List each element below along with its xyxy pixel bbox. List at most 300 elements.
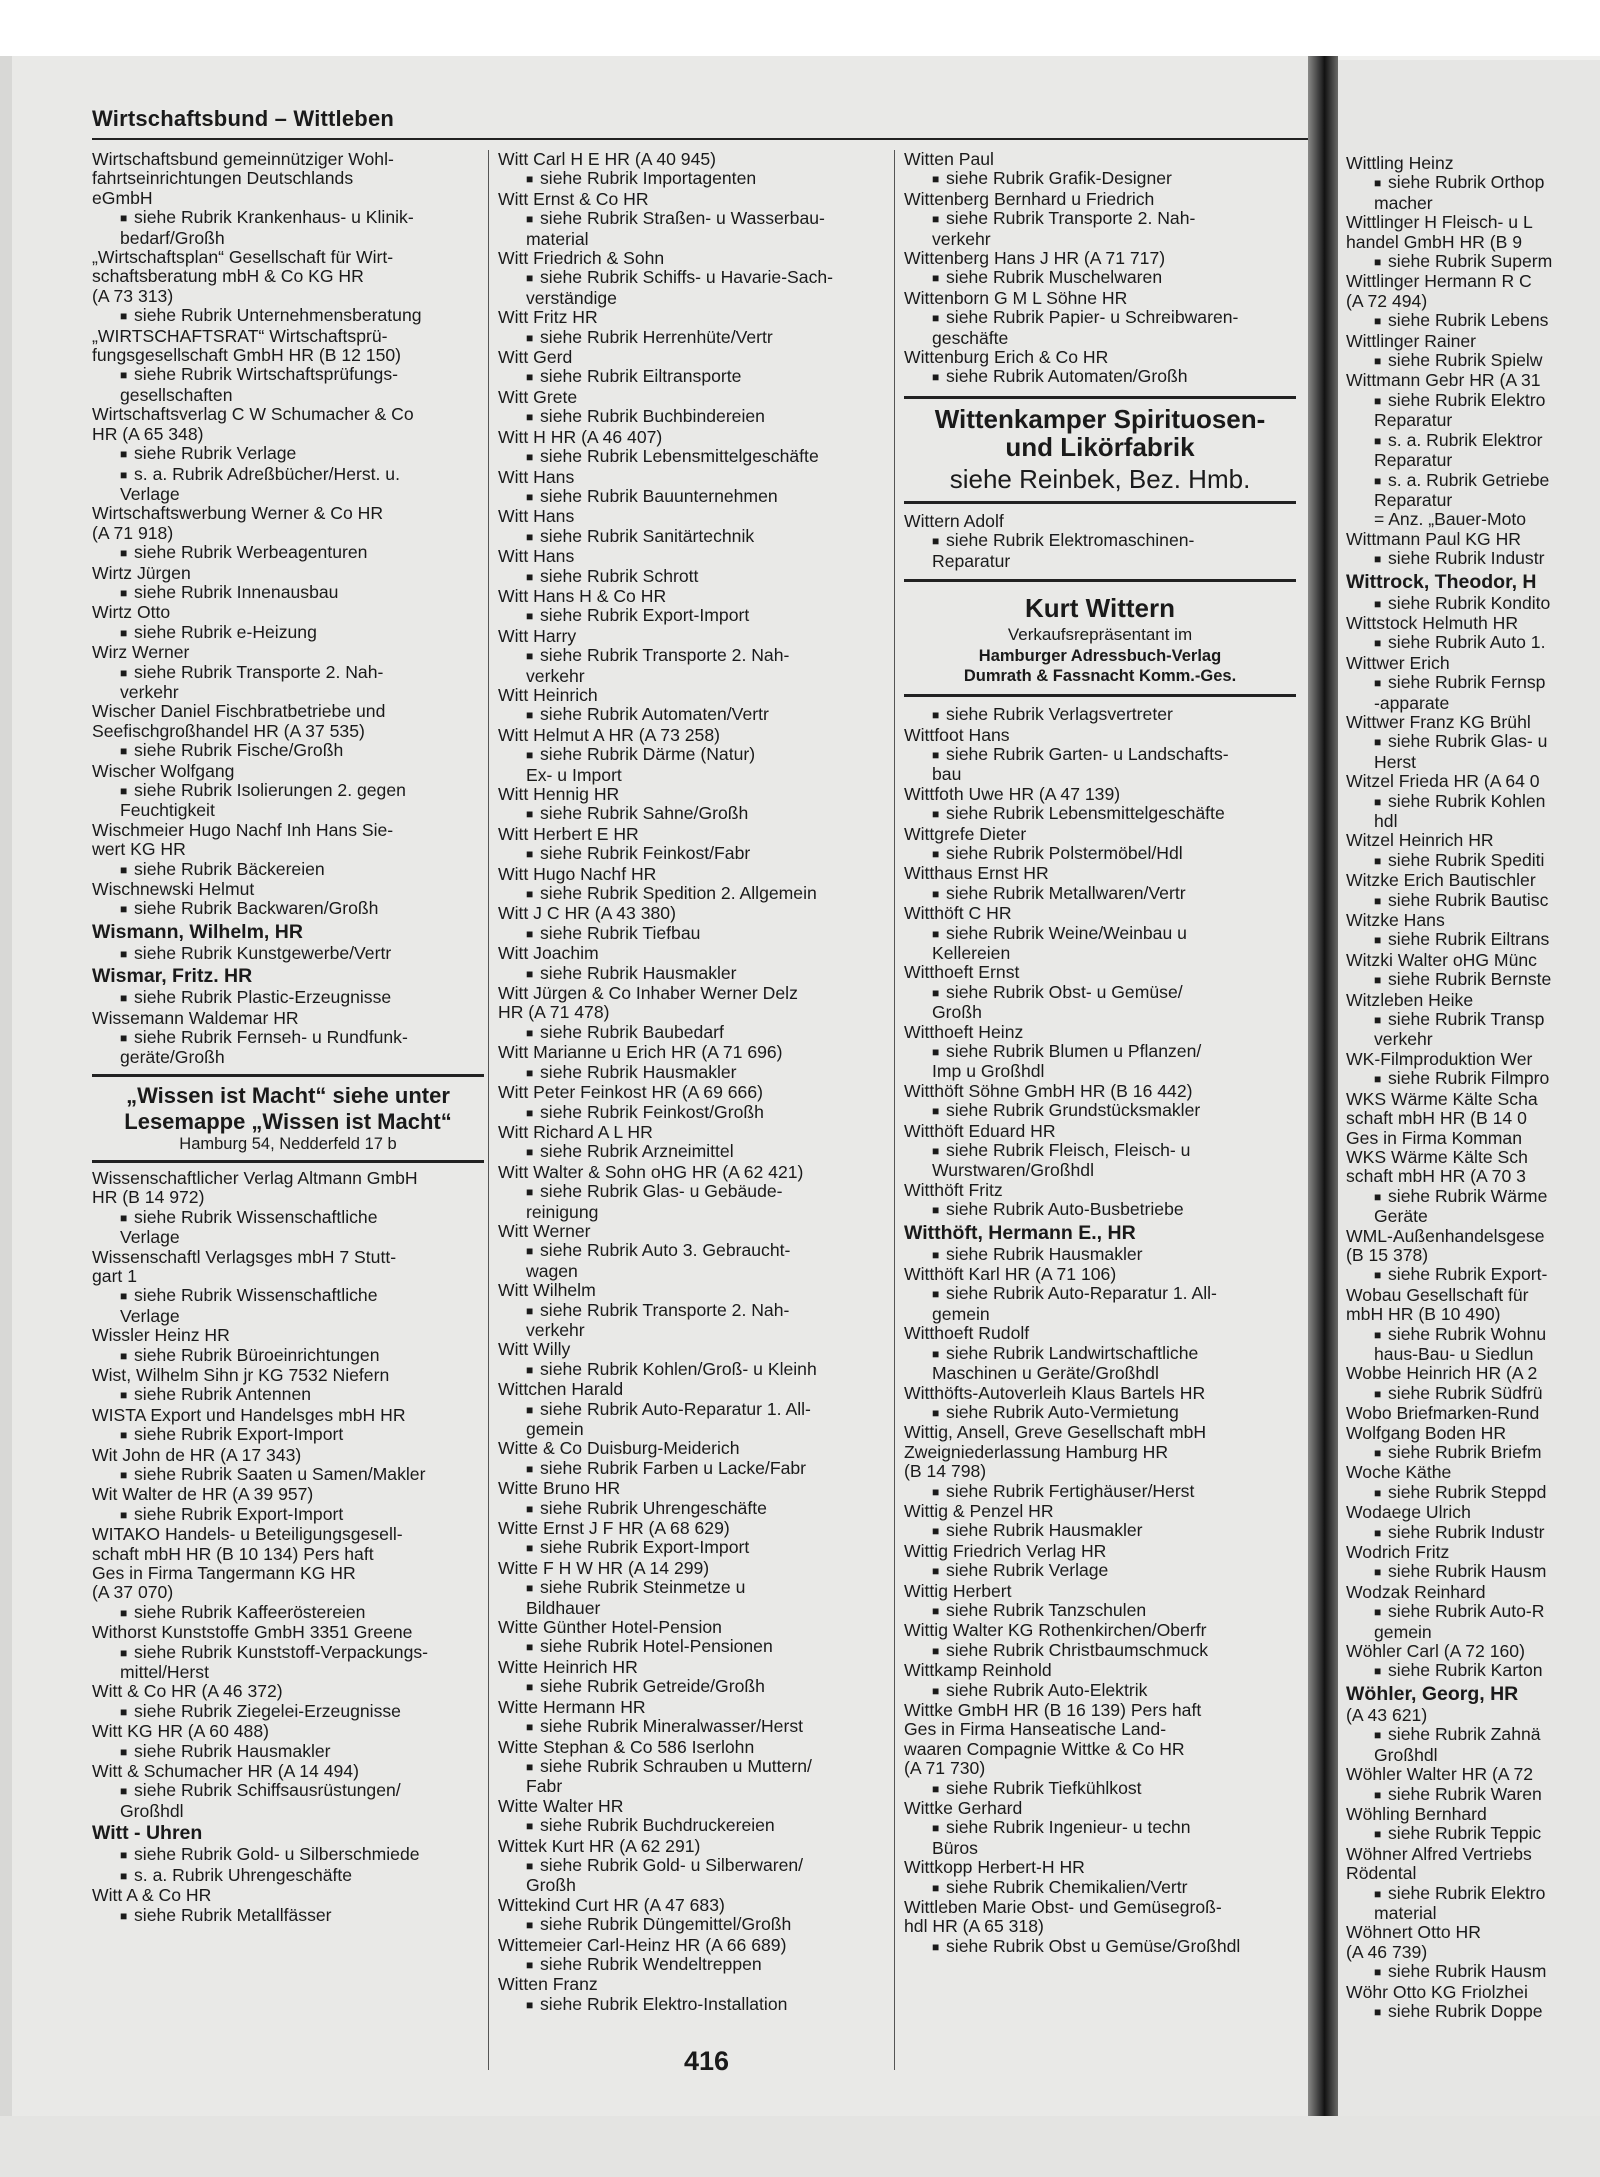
bullet-icon: ■ [526,708,534,723]
directory-entry: Witt Peter Feinkost HR (A 69 666) [498,1082,763,1103]
rubric-text: siehe Rubrik Export-Import [134,1503,344,1524]
bullet-icon: ■ [526,609,534,624]
rubric-reference [904,1601,1296,1621]
bullet-icon: ■ [1374,473,1382,488]
rubric-continuation: Herst [1374,751,1417,772]
rubric-continuation: Verlage [120,1305,180,1326]
bullet-icon: ■ [120,1908,128,1923]
rubric-continuation: haus-Bau- u Siedlun [1374,1343,1534,1364]
rubric-continuation: geräte/Großh [120,1047,225,1068]
rubric-text: siehe Rubrik Arzneimittel [540,1141,734,1162]
directory-entry: Witt Hugo Nachf HR [498,863,657,884]
directory-entry: Wittling Heinz [1346,154,1454,173]
directory-entry: Wittkamp Reinhold [904,1660,1052,1681]
rubric-reference [1346,851,1600,871]
rubric-reference [904,1042,1296,1062]
directory-entry: Witthoeft Ernst [904,962,1020,983]
rubric-text: siehe Rubrik Metallfässer [134,1904,332,1925]
directory-entry: WITAKO Handels- u Beteiligungsgesell- [92,1524,403,1545]
directory-entry: Witte F H W HR (A 14 299) [498,1557,710,1578]
directory-entry: Witt Hans H & Co HR [498,585,667,606]
directory-entry: Witt J C HR (A 43 380) [498,903,676,924]
rubric-text: siehe Rubrik Lebensmittelgeschäfte [540,446,819,467]
rubric-reference [1346,891,1600,911]
bullet-icon: ■ [932,1045,940,1059]
directory-entry: Wirtschaftsbund gemeinnütziger Wohl- [92,150,394,169]
directory-entry: Wittchen Harald [498,1379,624,1400]
bullet-icon: ■ [932,1683,940,1698]
directory-entry: Wirtz Jürgen [92,562,191,583]
directory-entry: Wodrich Fritz [1346,1542,1450,1563]
rubric-reference [498,1142,890,1162]
rubric-text: siehe Rubrik Spediti [1388,849,1545,870]
directory-entry: Witt Werner [498,1220,591,1241]
rubric-reference [498,606,890,626]
bullet-icon: ■ [932,985,940,1000]
rubric-reference [904,1641,1296,1661]
rubric-text: siehe Rubrik Hausmakler [946,1520,1143,1541]
bullet-icon: ■ [120,1605,128,1620]
directory-entry: Wittig Walter KG Rothenkirchen/Oberfr [904,1620,1207,1641]
entry-continuation: wert KG HR [92,839,186,860]
bullet-icon: ■ [932,370,940,385]
rubric-continuation: Reparatur [1374,489,1453,510]
rubric-reference [904,531,1296,551]
directory-entry: Witte Bruno HR [498,1478,621,1499]
directory-entry: Witthaus Ernst HR [904,863,1049,884]
rubric-reference [904,1344,1296,1364]
rubric-reference [92,1906,484,1926]
directory-entry: Witt H HR (A 46 407) [498,426,663,447]
rubric-reference [1346,1785,1600,1805]
rubric-reference [1346,549,1600,569]
bullet-icon: ■ [120,1289,128,1304]
rubric-reference [1346,1265,1600,1285]
bullet-icon: ■ [120,447,128,462]
rubric-text: siehe Rubrik Grafik-Designer [946,168,1172,189]
bullet-icon: ■ [120,744,128,759]
bullet-icon: ■ [526,1720,534,1735]
directory-entry: Wittmann Gebr HR (A 31 [1346,370,1541,391]
rubric-text: siehe Rubrik Auto-Vermietung [946,1401,1179,1422]
rubric-reference [904,983,1296,1003]
rubric-text: siehe Rubrik Kohlen/Groß- u Kleinh [540,1358,817,1379]
rubric-reference [498,844,890,864]
bullet-icon: ■ [526,1541,534,1556]
rubric-text: siehe Rubrik Christbaumschmuck [946,1639,1209,1660]
rubric-text: siehe Rubrik Straßen- u Wasserbau- [540,208,825,229]
directory-entry: Witt Ernst & Co HR [498,188,649,209]
directory-entry: Witt & Co HR (A 46 372) [92,1681,283,1702]
rubric-text: siehe Rubrik Ingenieur- u techn [946,1817,1191,1838]
rubric-text: siehe Rubrik Wissenschaftliche [134,1285,378,1306]
rubric-reference [904,209,1296,229]
rubric-text: siehe Rubrik Buchdruckereien [540,1815,775,1836]
rubric-text: siehe Rubrik Auto-Elektrik [946,1679,1148,1700]
bullet-icon: ■ [120,1388,128,1403]
directory-entry: Witt Friedrich & Sohn [498,248,665,269]
directory-entry: Wittwer Erich [1346,652,1450,673]
facing-page [1338,60,1600,2120]
rubric-continuation: wagen [526,1260,578,1281]
bullet-icon: ■ [1374,314,1382,329]
bullet-icon: ■ [120,1507,128,1522]
directory-entry: Withorst Kunststoffe GmbH 3351 Greene [92,1622,413,1643]
rubric-reference [1346,1443,1600,1463]
rubric-text: siehe Rubrik Export-Import [540,605,750,626]
rubric-reference [904,1521,1296,1541]
bullet-icon: ■ [1374,933,1382,948]
directory-entry: Witzki Walter oHG Münc [1346,949,1537,970]
rubric-reference [1346,311,1600,331]
entry-continuation: (A 71 918) [92,522,174,543]
rubric-text: siehe Rubrik Lebens [1388,310,1549,331]
rubric-text: siehe Rubrik Glas- u Gebäude- [540,1181,783,1202]
directory-entry: Wittfoth Uwe HR (A 47 139) [904,783,1121,804]
rubric-reference [498,1400,890,1420]
rubric-text: siehe Rubrik Sahne/Großh [540,803,749,824]
page-number: 416 [684,2046,730,2076]
rubric-text: siehe Rubrik Düngemittel/Großh [540,1914,792,1935]
rubric-reference [92,1208,484,1228]
rubric-text: siehe Rubrik Kunstgewerbe/Vertr [134,942,392,963]
rubric-continuation: mittel/Herst [120,1662,209,1683]
directory-entry: Wittenberg Bernhard u Friedrich [904,188,1155,209]
bold-entry: Witthöft, Hermann E., HR [904,1221,1136,1244]
rubric-reference [92,988,484,1008]
rubric-reference [1346,1562,1600,1582]
rubric-text: siehe Rubrik Importagenten [540,168,757,189]
directory-entry: Wischmeier Hugo Nachf Inh Hans Sie- [92,819,394,840]
bullet-icon: ■ [932,926,940,941]
rubric-text: siehe Rubrik Kondito [1388,592,1551,613]
bullet-icon: ■ [120,1744,128,1759]
bullet-icon: ■ [120,1784,128,1799]
entry-continuation: (A 73 313) [92,285,174,306]
rubric-text: siehe Rubrik Spielw [1388,350,1543,371]
directory-entry: Woche Käthe [1346,1462,1452,1483]
rubric-reference [92,1286,484,1306]
directory-entry: Witt Hennig HR [498,784,620,804]
bold-entry: Wismar, Fritz. HR [92,965,253,988]
bullet-icon: ■ [1374,1728,1382,1743]
rubric-text: siehe Rubrik Export-Import [540,1537,750,1558]
rubric-text: siehe Rubrik Plastic-Erzeugnisse [134,987,392,1008]
rubric-reference [498,1023,890,1043]
rubric-reference [92,1845,484,1865]
rubric-text: siehe Rubrik Kunststoff-Verpackungs- [134,1641,429,1662]
rubric-reference [498,964,890,984]
rubric-reference [904,1200,1296,1220]
rubric-text: siehe Rubrik Gold- u Silberschmiede [134,1844,420,1865]
rubric-text: siehe Rubrik Zahnä [1388,1724,1541,1745]
rubric-reference [498,1677,890,1697]
directory-entry: Wodzak Reinhard [1346,1581,1486,1602]
rubric-reference [904,844,1296,864]
bullet-icon: ■ [1374,1605,1382,1620]
rubric-continuation: Imp u Großhdl [932,1061,1045,1082]
rubric-reference [498,1538,890,1558]
bullet-icon: ■ [120,546,128,561]
directory-entry: Witt Willy [498,1339,571,1360]
rubric-reference [1346,673,1600,693]
directory-entry: Witt & Schumacher HR (A 14 494) [92,1761,359,1782]
directory-entry: Wittenborn G M L Söhne HR [904,287,1128,308]
bullet-icon: ■ [1374,676,1382,691]
bullet-icon: ■ [526,1065,534,1080]
rubric-reference [904,1482,1296,1502]
directory-entry: Witzel Heinrich HR [1346,830,1494,851]
bullet-icon: ■ [1374,794,1382,809]
rubric-text: siehe Rubrik Industr [1388,548,1545,569]
directory-entry: Wöhr Otto KG Friolzhei [1346,1981,1528,2002]
bullet-icon: ■ [932,846,940,861]
rubric-reference [904,367,1296,387]
rubric-reference [92,663,484,683]
directory-entry: Wirtschaftswerbung Werner & Co HR [92,503,384,524]
directory-entry: Wittekind Curt HR (A 47 683) [498,1894,725,1915]
ad-reference: siehe Reinbek, Bez. Hmb. [949,463,1251,494]
directory-entry: Wöhling Bernhard [1346,1803,1487,1824]
bullet-icon: ■ [120,1210,128,1225]
rubric-continuation: reinigung [526,1201,599,1222]
rubric-reference [92,444,484,464]
bullet-icon: ■ [1374,1525,1382,1540]
rubric-text: siehe Rubrik Wohnu [1388,1323,1547,1344]
rubric-continuation: Großh [526,1875,576,1896]
directory-entry: Witt Hans [498,546,575,567]
bullet-icon: ■ [526,748,534,763]
rubric-text: siehe Rubrik Backwaren/Großh [134,898,379,919]
directory-entry: Witt Heinrich [498,684,598,705]
rubric-text: siehe Rubrik Wärme [1388,1185,1548,1206]
representative-role: Verkaufsrepräsentant im [1007,625,1193,645]
rubric-reference [92,583,484,603]
bullet-icon: ■ [526,649,534,664]
rubric-text: siehe Rubrik Fernseh- u Rundfunk- [134,1027,408,1048]
bullet-icon: ■ [526,1303,534,1318]
rubric-reference [1346,471,1600,491]
rubric-reference [92,543,484,563]
rubric-reference [92,1465,484,1485]
bullet-icon: ■ [932,1287,940,1302]
rubric-text: siehe Rubrik Doppe [1388,2000,1543,2021]
entry-continuation: (B 14 798) [904,1461,987,1482]
rubric-text: siehe Rubrik Superm [1388,251,1553,272]
directory-entry: Witt Carl H E HR (A 40 945) [498,150,717,169]
bullet-icon: ■ [1374,1965,1382,1980]
rubric-reference [1346,1483,1600,1503]
bullet-icon: ■ [120,665,128,680]
directory-entry: Witt Grete [498,386,578,407]
rubric-text: siehe Rubrik Fische/Großh [134,740,344,761]
directory-entry: WML-Außenhandelsgese [1346,1225,1545,1246]
rubric-reference [1346,173,1600,193]
entry-continuation: (A 71 730) [904,1758,986,1779]
scan-background-left [0,56,12,2177]
rubric-reference [92,1028,484,1048]
directory-entry: Witt Helmut A HR (A 73 258) [498,724,720,745]
directory-entry: Witte Günther Hotel-Pension [498,1617,722,1638]
rubric-text: siehe Rubrik Glas- u [1388,731,1548,752]
rubric-text: siehe Rubrik Verlagsvertreter [946,704,1173,725]
rubric-text: siehe Rubrik Buchbindereien [540,406,765,427]
rubric-reference [92,1742,484,1762]
rubric-reference [498,1360,890,1380]
rubric-text: siehe Rubrik Auto-Reparatur 1. All- [946,1283,1217,1304]
directory-entry: Wittlinger Hermann R C [1346,271,1532,292]
bullet-icon: ■ [1374,354,1382,369]
rubric-reference [92,781,484,801]
rubric-continuation: Reparatur [932,550,1011,571]
directory-entry: Witthoeft Heinz [904,1021,1024,1042]
running-head: Wirtschaftsbund – Wittleben [92,106,395,131]
rubric-continuation: bau [932,764,962,785]
bullet-icon: ■ [120,862,128,877]
directory-entry: Wittfoot Hans [904,724,1010,745]
rubric-reference [498,1816,890,1836]
rubric-text: siehe Rubrik Schrott [540,565,699,586]
rubric-text: siehe Rubrik Hausmakler [540,1061,737,1082]
rubric-continuation: verkehr [1374,1029,1433,1050]
entry-continuation: HR (A 71 478) [498,1002,610,1023]
bullet-icon: ■ [1374,596,1382,611]
rubric-text: siehe Rubrik Saaten u Samen/Makler [134,1463,426,1484]
entry-continuation: waaren Compagnie Wittke & Co HR [904,1738,1185,1759]
bullet-icon: ■ [932,1104,940,1119]
rubric-reference [904,745,1296,765]
bullet-icon: ■ [526,1918,534,1933]
entry-continuation: Seefischgroßhandel HR (A 37 535) [92,720,365,741]
rubric-text: siehe Rubrik Export-Import [134,1424,344,1445]
entry-continuation: fahrtseinrichtungen Deutschlands [92,168,354,189]
rubric-text: siehe Rubrik Antennen [134,1384,312,1405]
entry-continuation: schaft mbH HR (A 70 3 [1346,1166,1526,1187]
rubric-text: siehe Rubrik Papier- u Schreibwaren- [946,307,1239,328]
rubric-reference [1346,1884,1600,1904]
rubric-continuation: -apparate [1374,692,1450,713]
rubric-text: siehe Rubrik Lebensmittelgeschäfte [946,803,1225,824]
rubric-continuation: verkehr [526,665,585,686]
directory-entry: Witt Wilhelm [498,1280,596,1301]
bullet-icon: ■ [526,1819,534,1834]
rubric-text: s. a. Rubrik Uhrengeschäfte [134,1864,353,1885]
rubric-reference [1346,1010,1600,1030]
rubric-text: siehe Rubrik Uhrengeschäfte [540,1497,767,1518]
directory-entry: WK-Filmproduktion Wer [1346,1048,1533,1069]
bullet-icon: ■ [120,946,128,961]
directory-entry: Wöhner Alfred Vertriebs [1346,1843,1532,1864]
rubric-text: siehe Rubrik Hausmakler [540,962,737,983]
directory-entry: Wittlinger Rainer [1346,330,1477,351]
directory-entry: Wobbe Heinrich HR (A 2 [1346,1363,1538,1384]
bullet-icon: ■ [932,1564,940,1579]
bullet-icon: ■ [526,807,534,822]
entry-continuation: (A 37 070) [92,1582,174,1603]
rubric-text: siehe Rubrik Tiefbau [540,922,701,943]
directory-entry: „Wirtschaftsplan“ Gesellschaft für Wirt- [92,247,394,268]
rubric-text: siehe Rubrik Schrauben u Muttern/ [540,1755,812,1776]
directory-entry: Witt A & Co HR [92,1885,212,1906]
directory-entry: Wit John de HR (A 17 343) [92,1444,302,1465]
bullet-icon: ■ [1374,1827,1382,1842]
entry-continuation: mbH HR (B 10 490) [1346,1304,1501,1325]
rubric-continuation: Geräte [1374,1206,1428,1227]
bullet-icon: ■ [1374,973,1382,988]
entry-continuation: schaft mbH HR (B 14 0 [1346,1108,1527,1129]
bullet-icon: ■ [932,1880,940,1895]
rubric-reference [498,1499,890,1519]
bullet-icon: ■ [526,1461,534,1476]
rubric-text: siehe Rubrik Hausmakler [946,1243,1143,1264]
rubric-reference [904,1561,1296,1581]
directory-entry: Witthöft Söhne GmbH HR (B 16 442) [904,1080,1193,1101]
entry-continuation: Ges in Firma Komman [1346,1127,1522,1148]
rubric-reference [92,1781,484,1801]
rubric-text: siehe Rubrik Fertighäuser/Herst [946,1480,1195,1501]
bullet-icon: ■ [526,926,534,941]
directory-entry: Witt Harry [498,625,577,646]
rubric-text: siehe Rubrik Weine/Weinbau u [946,922,1187,943]
rubric-reference [92,306,484,326]
rubric-continuation: Großhdl [120,1800,184,1821]
rubric-text: siehe Rubrik Karton [1388,1660,1543,1681]
bullet-icon: ■ [1374,853,1382,868]
rubric-reference [498,1063,890,1083]
rubric-text: siehe Rubrik Farben u Lacke/Fabr [540,1457,806,1478]
bullet-icon: ■ [1374,1268,1382,1283]
directory-entry: Witte & Co Duisburg-Meiderich [498,1438,740,1459]
rubric-continuation: gemein [526,1419,584,1439]
rubric-text: siehe Rubrik Hausm [1388,1961,1547,1982]
rubric-text: siehe Rubrik Steppd [1388,1481,1547,1502]
publisher-name: Hamburger Adressbuch-Verlag [978,647,1222,666]
rubric-reference [498,1757,890,1777]
bullet-icon: ■ [120,902,128,917]
bullet-icon: ■ [120,1645,128,1660]
bullet-icon: ■ [526,271,534,286]
directory-entry: Witt Marianne u Erich HR (A 71 696) [498,1042,783,1063]
entry-continuation: gart 1 [92,1265,137,1286]
directory-entry: Wirtz Otto [92,602,171,623]
rubric-reference [1346,1661,1600,1681]
rubric-text: siehe Rubrik Tanzschulen [946,1599,1147,1620]
notice-address: Hamburg 54, Nedderfeld 17 b [179,1134,397,1153]
directory-entry: Wittig & Penzel HR [904,1500,1054,1521]
bullet-icon: ■ [526,1025,534,1040]
rubric-reference [1346,1384,1600,1404]
directory-entry: Witt KG HR (A 60 488) [92,1721,269,1742]
rubric-reference [1346,930,1600,950]
bullet-icon: ■ [526,569,534,584]
rubric-text: siehe Rubrik Verlage [946,1560,1109,1581]
rubric-text: siehe Rubrik Elektro-Installation [540,1993,788,2014]
directory-entry: Witt Joachim [498,943,599,964]
rubric-reference [904,1818,1296,1838]
bullet-icon: ■ [526,1244,534,1259]
rubric-reference [498,447,890,467]
rubric-reference [498,884,890,904]
rubric-reference [498,1301,890,1321]
rubric-continuation: Büros [932,1837,978,1858]
rubric-text: siehe Rubrik Garten- u Landschafts- [946,743,1229,764]
directory-entry: Witthöft Fritz [904,1179,1003,1200]
rubric-reference [1346,1602,1600,1622]
rubric-reference [92,1346,484,1366]
directory-entry: Witte Heinrich HR [498,1656,638,1677]
rubric-text: siehe Rubrik Muschelwaren [946,267,1163,288]
bullet-icon: ■ [1374,1386,1382,1401]
